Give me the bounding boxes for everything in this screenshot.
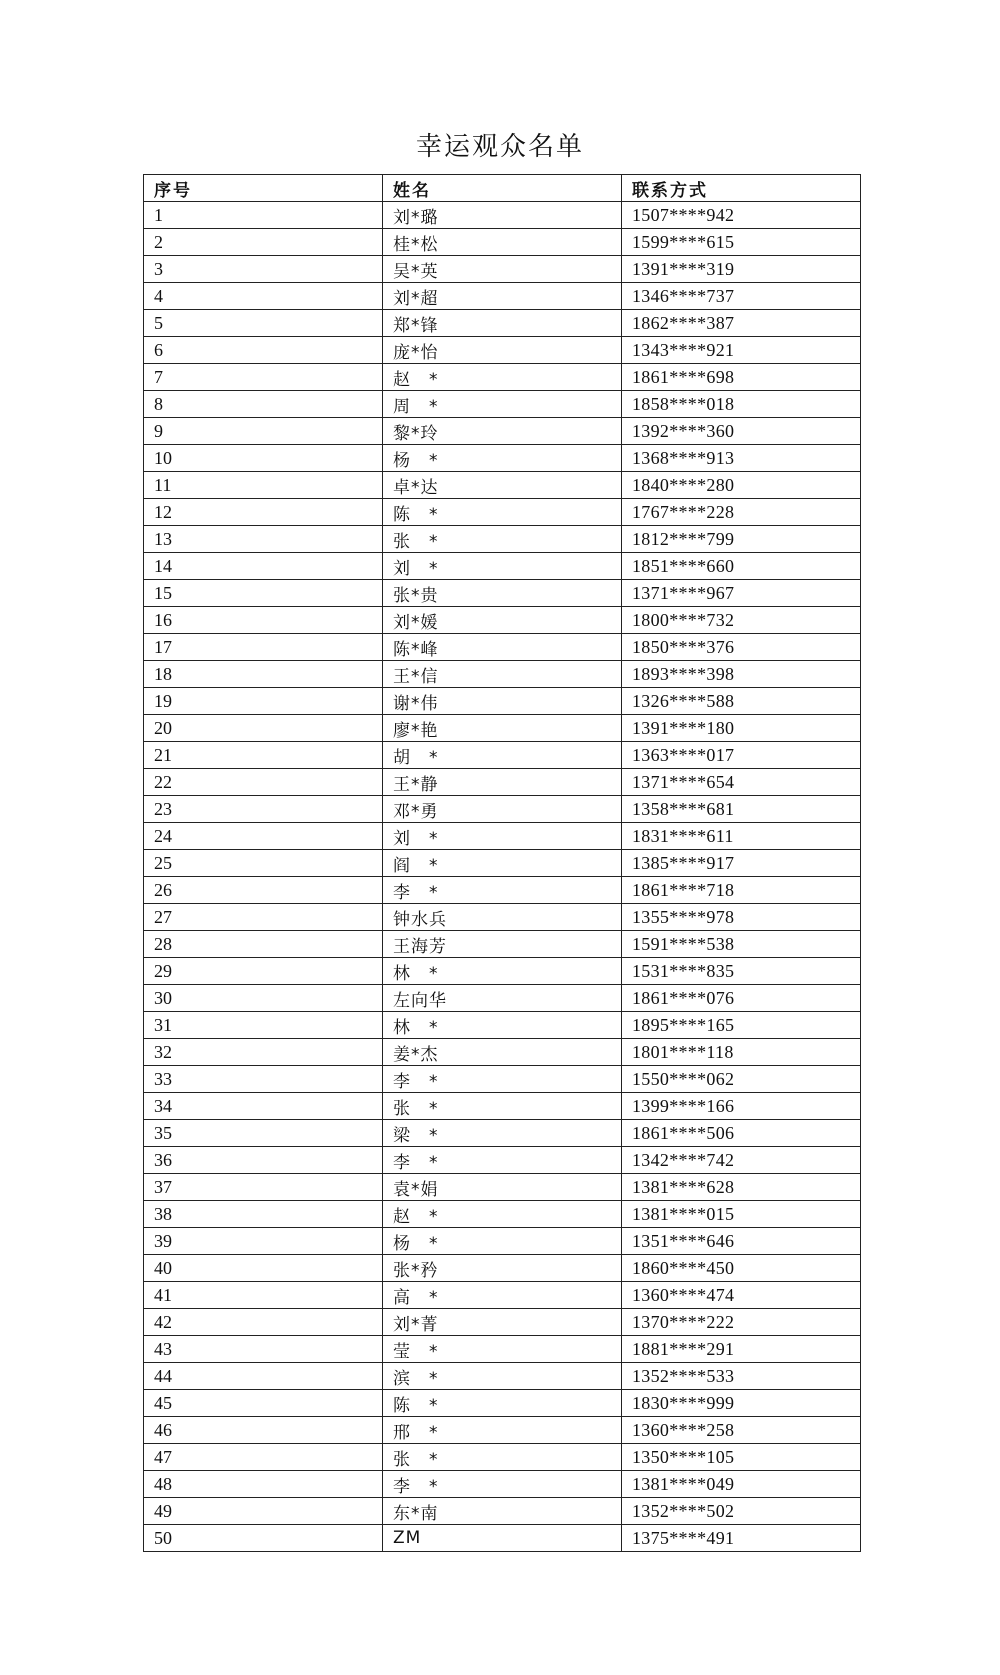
row-index: 8 [144, 391, 383, 418]
table-row [144, 715, 861, 742]
table-row [144, 1066, 861, 1093]
row-index: 32 [144, 1039, 383, 1066]
table-row [144, 1390, 861, 1417]
row-name: 左向华 [383, 985, 622, 1012]
table-row [144, 661, 861, 688]
row-index: 37 [144, 1174, 383, 1201]
row-name: 李 * [383, 1471, 622, 1498]
row-name: 李 * [383, 1147, 622, 1174]
row-name: 杨 * [383, 1228, 622, 1255]
row-index: 45 [144, 1390, 383, 1417]
row-contact: 1599****615 [622, 229, 861, 256]
table-row [144, 202, 861, 229]
row-index: 40 [144, 1255, 383, 1282]
row-name: 陈*峰 [383, 634, 622, 661]
row-name: 袁*娟 [383, 1174, 622, 1201]
row-contact: 1860****450 [622, 1255, 861, 1282]
table-row [144, 391, 861, 418]
table-row [144, 607, 861, 634]
row-index: 43 [144, 1336, 383, 1363]
row-contact: 1370****222 [622, 1309, 861, 1336]
table-row [144, 1525, 861, 1552]
row-index: 5 [144, 310, 383, 337]
row-contact: 1346****737 [622, 283, 861, 310]
row-contact: 1352****502 [622, 1498, 861, 1525]
row-index: 20 [144, 715, 383, 742]
row-index: 47 [144, 1444, 383, 1471]
table-row [144, 1282, 861, 1309]
row-index: 38 [144, 1201, 383, 1228]
row-name: 赵 * [383, 364, 622, 391]
row-index: 28 [144, 931, 383, 958]
row-name: 滨 * [383, 1363, 622, 1390]
row-name: 李 * [383, 877, 622, 904]
row-name: 周 * [383, 391, 622, 418]
row-contact: 1812****799 [622, 526, 861, 553]
row-name: 莹 * [383, 1336, 622, 1363]
row-contact: 1358****681 [622, 796, 861, 823]
row-index: 24 [144, 823, 383, 850]
row-contact: 1355****978 [622, 904, 861, 931]
table-row [144, 553, 861, 580]
row-contact: 1591****538 [622, 931, 861, 958]
row-index: 4 [144, 283, 383, 310]
table-row [144, 1147, 861, 1174]
row-index: 21 [144, 742, 383, 769]
row-name: 刘*璐 [383, 202, 622, 229]
row-contact: 1862****387 [622, 310, 861, 337]
row-index: 3 [144, 256, 383, 283]
row-index: 18 [144, 661, 383, 688]
row-name: 阎 * [383, 850, 622, 877]
table-row [144, 364, 861, 391]
row-contact: 1881****291 [622, 1336, 861, 1363]
header-index: 序号 [144, 175, 383, 202]
row-index: 36 [144, 1147, 383, 1174]
row-name: 陈 * [383, 1390, 622, 1417]
row-index: 27 [144, 904, 383, 931]
row-name: 张*贵 [383, 580, 622, 607]
row-index: 10 [144, 445, 383, 472]
row-index: 15 [144, 580, 383, 607]
table-body [144, 202, 861, 1552]
table-row [144, 283, 861, 310]
row-name: 廖*艳 [383, 715, 622, 742]
row-name: 庞*怡 [383, 337, 622, 364]
row-name: 刘*媛 [383, 607, 622, 634]
row-contact: 1360****258 [622, 1417, 861, 1444]
row-contact: 1399****166 [622, 1093, 861, 1120]
row-name: 李 * [383, 1066, 622, 1093]
row-name: 东*南 [383, 1498, 622, 1525]
row-name: 刘 * [383, 553, 622, 580]
table-row [144, 1417, 861, 1444]
row-contact: 1342****742 [622, 1147, 861, 1174]
row-contact: 1801****118 [622, 1039, 861, 1066]
row-index: 48 [144, 1471, 383, 1498]
table-row [144, 985, 861, 1012]
row-contact: 1893****398 [622, 661, 861, 688]
row-contact: 1830****999 [622, 1390, 861, 1417]
row-contact: 1381****015 [622, 1201, 861, 1228]
row-contact: 1861****718 [622, 877, 861, 904]
row-name: 刘 * [383, 823, 622, 850]
row-contact: 1368****913 [622, 445, 861, 472]
row-name: 张 * [383, 1444, 622, 1471]
table-row [144, 823, 861, 850]
row-index: 34 [144, 1093, 383, 1120]
header-contact: 联系方式 [622, 175, 861, 202]
row-name: ZM [383, 1525, 622, 1552]
row-index: 35 [144, 1120, 383, 1147]
table-row [144, 499, 861, 526]
row-name: 邓*勇 [383, 796, 622, 823]
row-name: 姜*杰 [383, 1039, 622, 1066]
document-title: 幸运观众名单 [415, 132, 584, 162]
row-name: 黎*玲 [383, 418, 622, 445]
row-name: 杨 * [383, 445, 622, 472]
row-contact: 1381****049 [622, 1471, 861, 1498]
row-index: 23 [144, 796, 383, 823]
row-contact: 1352****533 [622, 1363, 861, 1390]
row-name: 林 * [383, 958, 622, 985]
row-index: 33 [144, 1066, 383, 1093]
row-name: 张 * [383, 1093, 622, 1120]
row-contact: 1375****491 [622, 1525, 861, 1552]
header-name: 姓名 [383, 175, 622, 202]
row-contact: 1858****018 [622, 391, 861, 418]
table-row [144, 1255, 861, 1282]
row-index: 12 [144, 499, 383, 526]
row-index: 29 [144, 958, 383, 985]
row-name: 林 * [383, 1012, 622, 1039]
table-row [144, 526, 861, 553]
row-index: 7 [144, 364, 383, 391]
row-contact: 1800****732 [622, 607, 861, 634]
row-contact: 1351****646 [622, 1228, 861, 1255]
table-row [144, 1444, 861, 1471]
row-contact: 1840****280 [622, 472, 861, 499]
table-row [144, 310, 861, 337]
table-row [144, 742, 861, 769]
row-name: 张 * [383, 526, 622, 553]
table-row [144, 1012, 861, 1039]
row-name: 张*矜 [383, 1255, 622, 1282]
row-name: 邢 * [383, 1417, 622, 1444]
row-index: 6 [144, 337, 383, 364]
row-contact: 1371****654 [622, 769, 861, 796]
table-row [144, 256, 861, 283]
row-contact: 1391****319 [622, 256, 861, 283]
row-name: 桂*松 [383, 229, 622, 256]
table-row [144, 445, 861, 472]
row-index: 46 [144, 1417, 383, 1444]
row-contact: 1326****588 [622, 688, 861, 715]
row-contact: 1850****376 [622, 634, 861, 661]
row-index: 17 [144, 634, 383, 661]
table-row [144, 418, 861, 445]
row-contact: 1550****062 [622, 1066, 861, 1093]
table-row [144, 634, 861, 661]
row-contact: 1831****611 [622, 823, 861, 850]
row-contact: 1363****017 [622, 742, 861, 769]
row-index: 2 [144, 229, 383, 256]
row-name: 刘*超 [383, 283, 622, 310]
row-index: 49 [144, 1498, 383, 1525]
table-row [144, 931, 861, 958]
table-row [144, 472, 861, 499]
row-index: 41 [144, 1282, 383, 1309]
row-contact: 1371****967 [622, 580, 861, 607]
row-index: 14 [144, 553, 383, 580]
row-name: 王*信 [383, 661, 622, 688]
table-row [144, 1309, 861, 1336]
table-row [144, 337, 861, 364]
table-row [144, 1201, 861, 1228]
row-contact: 1343****921 [622, 337, 861, 364]
row-index: 25 [144, 850, 383, 877]
table-row [144, 1471, 861, 1498]
row-name: 高 * [383, 1282, 622, 1309]
table-row [144, 1093, 861, 1120]
lucky-audience-table [143, 174, 861, 1552]
row-name: 陈 * [383, 499, 622, 526]
table-row [144, 958, 861, 985]
table-row [144, 796, 861, 823]
table-header-row [144, 175, 861, 202]
row-name: 钟水兵 [383, 904, 622, 931]
row-index: 50 [144, 1525, 383, 1552]
table-row [144, 1039, 861, 1066]
row-contact: 1861****506 [622, 1120, 861, 1147]
row-contact: 1360****474 [622, 1282, 861, 1309]
row-name: 梁 * [383, 1120, 622, 1147]
row-index: 19 [144, 688, 383, 715]
row-name: 刘*菁 [383, 1309, 622, 1336]
table-row [144, 1498, 861, 1525]
table-row [144, 688, 861, 715]
row-index: 26 [144, 877, 383, 904]
table-row [144, 1336, 861, 1363]
row-index: 39 [144, 1228, 383, 1255]
row-index: 16 [144, 607, 383, 634]
row-name: 王*静 [383, 769, 622, 796]
row-name: 吴*英 [383, 256, 622, 283]
table-row [144, 1363, 861, 1390]
row-name: 赵 * [383, 1201, 622, 1228]
row-contact: 1381****628 [622, 1174, 861, 1201]
row-contact: 1851****660 [622, 553, 861, 580]
row-index: 11 [144, 472, 383, 499]
table-row [144, 769, 861, 796]
row-contact: 1861****076 [622, 985, 861, 1012]
row-name: 卓*达 [383, 472, 622, 499]
row-name: 郑*锋 [383, 310, 622, 337]
row-contact: 1531****835 [622, 958, 861, 985]
row-index: 44 [144, 1363, 383, 1390]
row-name: 谢*伟 [383, 688, 622, 715]
table-row [144, 1228, 861, 1255]
row-index: 13 [144, 526, 383, 553]
row-contact: 1895****165 [622, 1012, 861, 1039]
row-index: 30 [144, 985, 383, 1012]
row-contact: 1507****942 [622, 202, 861, 229]
table-row [144, 580, 861, 607]
table-row [144, 877, 861, 904]
row-contact: 1767****228 [622, 499, 861, 526]
table-row [144, 904, 861, 931]
row-index: 22 [144, 769, 383, 796]
table-row [144, 229, 861, 256]
table-row [144, 850, 861, 877]
row-contact: 1391****180 [622, 715, 861, 742]
row-contact: 1350****105 [622, 1444, 861, 1471]
table-row [144, 1174, 861, 1201]
row-index: 42 [144, 1309, 383, 1336]
row-index: 9 [144, 418, 383, 445]
row-contact: 1861****698 [622, 364, 861, 391]
table-row [144, 1120, 861, 1147]
row-name: 王海芳 [383, 931, 622, 958]
row-index: 31 [144, 1012, 383, 1039]
row-name: 胡 * [383, 742, 622, 769]
row-index: 1 [144, 202, 383, 229]
row-contact: 1392****360 [622, 418, 861, 445]
row-contact: 1385****917 [622, 850, 861, 877]
